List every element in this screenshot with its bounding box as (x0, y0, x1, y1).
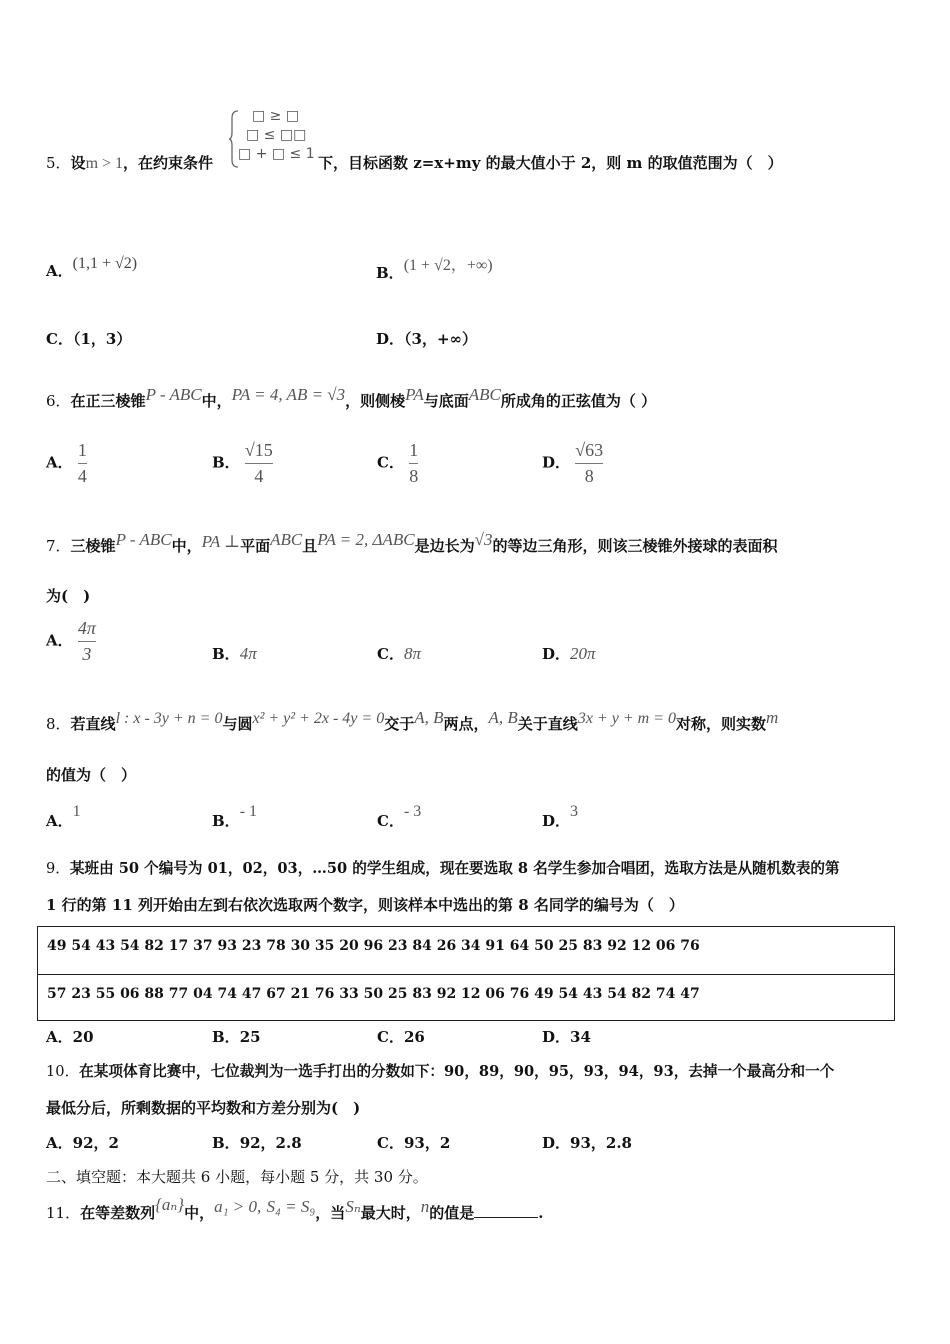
q10-option-a-value: 92，2 (72, 1134, 119, 1152)
q7-math-3: ABC (270, 530, 303, 549)
q6-option-d-label: D． (542, 453, 571, 472)
q8-math-4: A, B (488, 708, 518, 727)
q9-option-b-value: 25 (239, 1028, 261, 1046)
q11-math-4: Sₙ (345, 1197, 361, 1216)
fraction-bar (78, 463, 87, 464)
q7-text-1: 三棱锥 (70, 537, 116, 555)
q11-number: 11． (46, 1204, 81, 1222)
q6-text-5: 所成角的正弦值为（ ） (500, 392, 657, 410)
q7-option-a-denominator: 3 (82, 644, 92, 664)
q8-math-6: m (765, 708, 779, 727)
table-row: 57 23 55 06 88 77 04 74 47 67 21 76 33 50 25 83 92 12 06 76 49 54 43 54 82 74 47 (38, 974, 894, 1021)
q8-line-2: 的值为（ ） (46, 766, 137, 784)
q5-option-c (46, 328, 131, 349)
q6-option-a-label: A． (46, 453, 73, 472)
q6-option-c-numerator: 1 (409, 440, 419, 460)
q10-text-1: 在某项体育比赛中，七位裁判为一选手打出的分数如下：90，89，90，95，93，94，93，去掉一个最高分和一个 (79, 1063, 835, 1080)
q10-option-d-value: 93，2.8 (570, 1134, 632, 1152)
q10-option-a (46, 1132, 119, 1153)
fraction-bar (78, 641, 96, 642)
fraction-bar (575, 463, 603, 464)
q8-option-d-label: D． (542, 812, 571, 830)
q9-option-b-label: B． (212, 1028, 240, 1046)
q7-math-2: PA ⊥ (201, 532, 241, 551)
q6-option-c (377, 440, 418, 487)
fraction-bar (245, 463, 273, 464)
q6-option-b-label: B． (212, 453, 240, 472)
q6-option-d-denominator: 8 (584, 466, 594, 486)
q9-option-c-label: C． (377, 1028, 404, 1046)
q6-math-4: ABC (468, 385, 501, 404)
fraction-bar (409, 463, 418, 464)
q5-option-b (376, 257, 493, 283)
q6-option-d (542, 440, 603, 487)
q8-text-2: 与圆 (222, 715, 253, 733)
q11-math-5: n (420, 1197, 430, 1216)
q6-option-a-fraction (78, 440, 87, 487)
q9-line-2: 1 行的第 11 列开始由左到右依次选取两个数字，则该样本中选出的第 8 名同学的编号为（ ） (46, 896, 684, 914)
q5-number: 5． (46, 154, 71, 172)
q5-text-post: 下，目标函数 z=x+my 的最大值小于 2，则 m 的取值范围为（ ） (318, 154, 783, 172)
q7-number: 7． (46, 537, 71, 555)
q11 (46, 1195, 544, 1223)
q8-option-c-value: - 3 (403, 803, 422, 820)
table-row: 49 54 43 54 82 17 37 93 23 78 30 35 20 96 23 84 26 34 91 64 50 25 83 92 12 06 76 (47, 938, 700, 954)
q7-option-d-label: D． (542, 645, 571, 663)
q6-number: 6． (46, 392, 71, 410)
q5-option-a-label: A． (46, 262, 73, 280)
q10-option-a-label: A． (46, 1134, 73, 1152)
q11-text-4: 最大时， (360, 1204, 421, 1222)
q11-math-2: a₁ > 0, (214, 1197, 262, 1216)
q5-text-pre: 设 (70, 154, 86, 172)
q5 (46, 152, 213, 173)
q8-number: 8． (46, 715, 71, 733)
q6-option-a-denominator: 4 (77, 466, 87, 486)
q9-text-1: 某班由 50 个编号为 01，02，03，…50 的学生组成，现在要选取 8 名学生参加合唱团，选取方法是从随机数表的第 (69, 860, 840, 877)
q8-option-b-label: B． (212, 812, 240, 830)
q9-option-b (212, 1026, 261, 1047)
q7-text-3: 平面 (240, 537, 271, 555)
q7-option-a-fraction (78, 618, 96, 665)
q7-text-4: 且 (302, 537, 318, 555)
q6 (46, 385, 657, 411)
q5-option-c-value: （1，3） (72, 330, 132, 348)
q7 (46, 530, 778, 556)
q5-option-c-label: C． (46, 330, 73, 348)
q7-option-d-value: 20π (570, 644, 596, 663)
q8-text-4: 两点， (443, 715, 489, 733)
q7-text-6: 的等边三角形，则该三棱锥外接球的表面积 (492, 537, 778, 555)
q11-text-6: . (538, 1204, 544, 1222)
q10-option-b-label: B． (212, 1134, 240, 1152)
q7-option-a (46, 618, 96, 665)
q8-text-1: 若直线 (70, 715, 116, 733)
q7-text-5: 是边长为 (414, 537, 475, 555)
q11-text-3: ，当 (315, 1204, 346, 1222)
q11-math-3: S₄ = S₉ (266, 1197, 316, 1216)
q11-math-1: {aₙ} (155, 1195, 185, 1214)
q6-text-1: 在正三棱锥 (70, 392, 146, 410)
q10-option-d-label: D． (542, 1134, 571, 1152)
q7-option-a-label: A． (46, 631, 73, 650)
q5-system-line-3: □ + □ ≤ 1 (238, 146, 315, 162)
q5-constraint-system (228, 108, 320, 168)
q8-math-3: A, B (414, 708, 444, 727)
q6-option-b-fraction (245, 440, 273, 487)
q8-math-5: 3x + y + m = 0 (577, 710, 676, 727)
q6-math-1: P - ABC (145, 385, 202, 404)
q9-line-1 (46, 857, 840, 878)
q9-option-a (46, 1026, 94, 1047)
q6-text-2: 中， (201, 392, 232, 410)
q9-option-c (377, 1026, 425, 1047)
q8-option-b (212, 803, 258, 831)
q7-math-5: √3 (474, 530, 493, 549)
q8-text-6: 对称，则实数 (675, 715, 766, 733)
q5-system-line-1: □ ≥ □ (252, 108, 300, 124)
q8-text-5: 关于直线 (517, 715, 578, 733)
q7-option-c-value: 8π (403, 644, 421, 663)
q7-option-a-numerator: 4π (77, 618, 96, 638)
q6-math-3: PA (405, 385, 424, 404)
q10-line-2: 最低分后，所剩数据的平均数和方差分别为( ) (46, 1099, 361, 1117)
q6-option-c-denominator: 8 (409, 466, 419, 486)
q8-math-1: l : x - 3y + n = 0 (115, 710, 223, 727)
q10-option-c (377, 1132, 450, 1153)
q5-condition-math: m > 1 (85, 155, 124, 172)
q8-option-b-value: - 1 (239, 803, 258, 820)
q10-option-b (212, 1132, 302, 1153)
q5-option-d (376, 328, 477, 349)
q8-option-c-label: C． (377, 812, 404, 830)
q7-line-2: 为( ) (46, 587, 91, 605)
q7-option-d (542, 643, 596, 664)
q6-option-a (46, 440, 87, 487)
q8-option-d-value: 3 (570, 803, 579, 820)
q7-math-1: P - ABC (115, 530, 172, 549)
q7-option-b-value: 4π (239, 644, 257, 663)
q5-option-b-label: B． (376, 264, 404, 282)
q8-math-2: x² + y² + 2x - 4y = 0 (252, 710, 385, 727)
q5-text-mid: ，在约束条件 (123, 154, 214, 172)
q7-math-4: PA = 2, ΔABC (317, 530, 415, 549)
q5-option-d-value: （3，+∞） (404, 330, 478, 348)
q7-option-b-label: B． (212, 645, 240, 663)
q5-system-line-2: □ ≤ □□ (246, 127, 307, 143)
q9-number: 9． (46, 860, 70, 877)
q10-option-d (542, 1132, 632, 1153)
random-number-table (37, 926, 895, 1021)
q8-option-a (46, 803, 81, 831)
q9-option-d (542, 1026, 591, 1047)
q8-option-d (542, 803, 579, 831)
q5-option-a (46, 255, 138, 281)
q8-text-3: 交于 (384, 715, 415, 733)
q6-option-a-numerator: 1 (77, 440, 87, 460)
q7-option-c (377, 643, 421, 664)
q7-option-b (212, 643, 257, 664)
q10-option-b-value: 92，2.8 (239, 1134, 302, 1152)
section-heading: 二、填空题：本大题共 6 小题，每小题 5 分，共 30 分。 (46, 1168, 428, 1186)
q6-option-d-fraction (575, 440, 603, 487)
q8 (46, 708, 779, 734)
q11-text-1: 在等差数列 (80, 1204, 156, 1222)
q5-option-b-value: (1 + √2，+∞) (403, 257, 493, 274)
q9-option-a-label: A． (46, 1028, 73, 1046)
q10-line-1 (46, 1060, 834, 1081)
q6-text-3: ，则侧棱 (345, 392, 406, 410)
q11-text-2: 中， (184, 1204, 215, 1222)
q10-option-c-label: C． (377, 1134, 404, 1152)
q9-option-d-label: D． (542, 1028, 571, 1046)
q10-number: 10． (46, 1063, 80, 1080)
q6-option-b (212, 440, 273, 487)
q6-option-c-label: C． (377, 453, 404, 472)
q9-option-a-value: 20 (72, 1028, 94, 1046)
q6-option-d-numerator: √63 (575, 440, 604, 460)
q6-math-2: PA = 4, AB = √3 (231, 385, 346, 404)
q6-option-c-fraction (409, 440, 418, 487)
q5-option-d-label: D． (376, 330, 405, 348)
q8-option-a-value: 1 (72, 803, 81, 820)
q7-text-2: 中， (171, 537, 202, 555)
q5-option-a-value: (1,1 + √2) (72, 255, 138, 272)
q9-option-c-value: 26 (403, 1028, 425, 1046)
answer-blank[interactable] (474, 1203, 538, 1218)
q8-option-c (377, 803, 422, 831)
q6-option-b-denominator: 4 (254, 466, 264, 486)
q6-option-b-numerator: √15 (244, 440, 273, 460)
q6-text-4: 与底面 (423, 392, 469, 410)
q10-option-c-value: 93，2 (403, 1134, 451, 1152)
q11-text-5: 的值是 (429, 1204, 475, 1222)
q7-option-c-label: C． (377, 645, 404, 663)
q8-option-a-label: A． (46, 812, 73, 830)
q9-option-d-value: 34 (570, 1028, 591, 1046)
